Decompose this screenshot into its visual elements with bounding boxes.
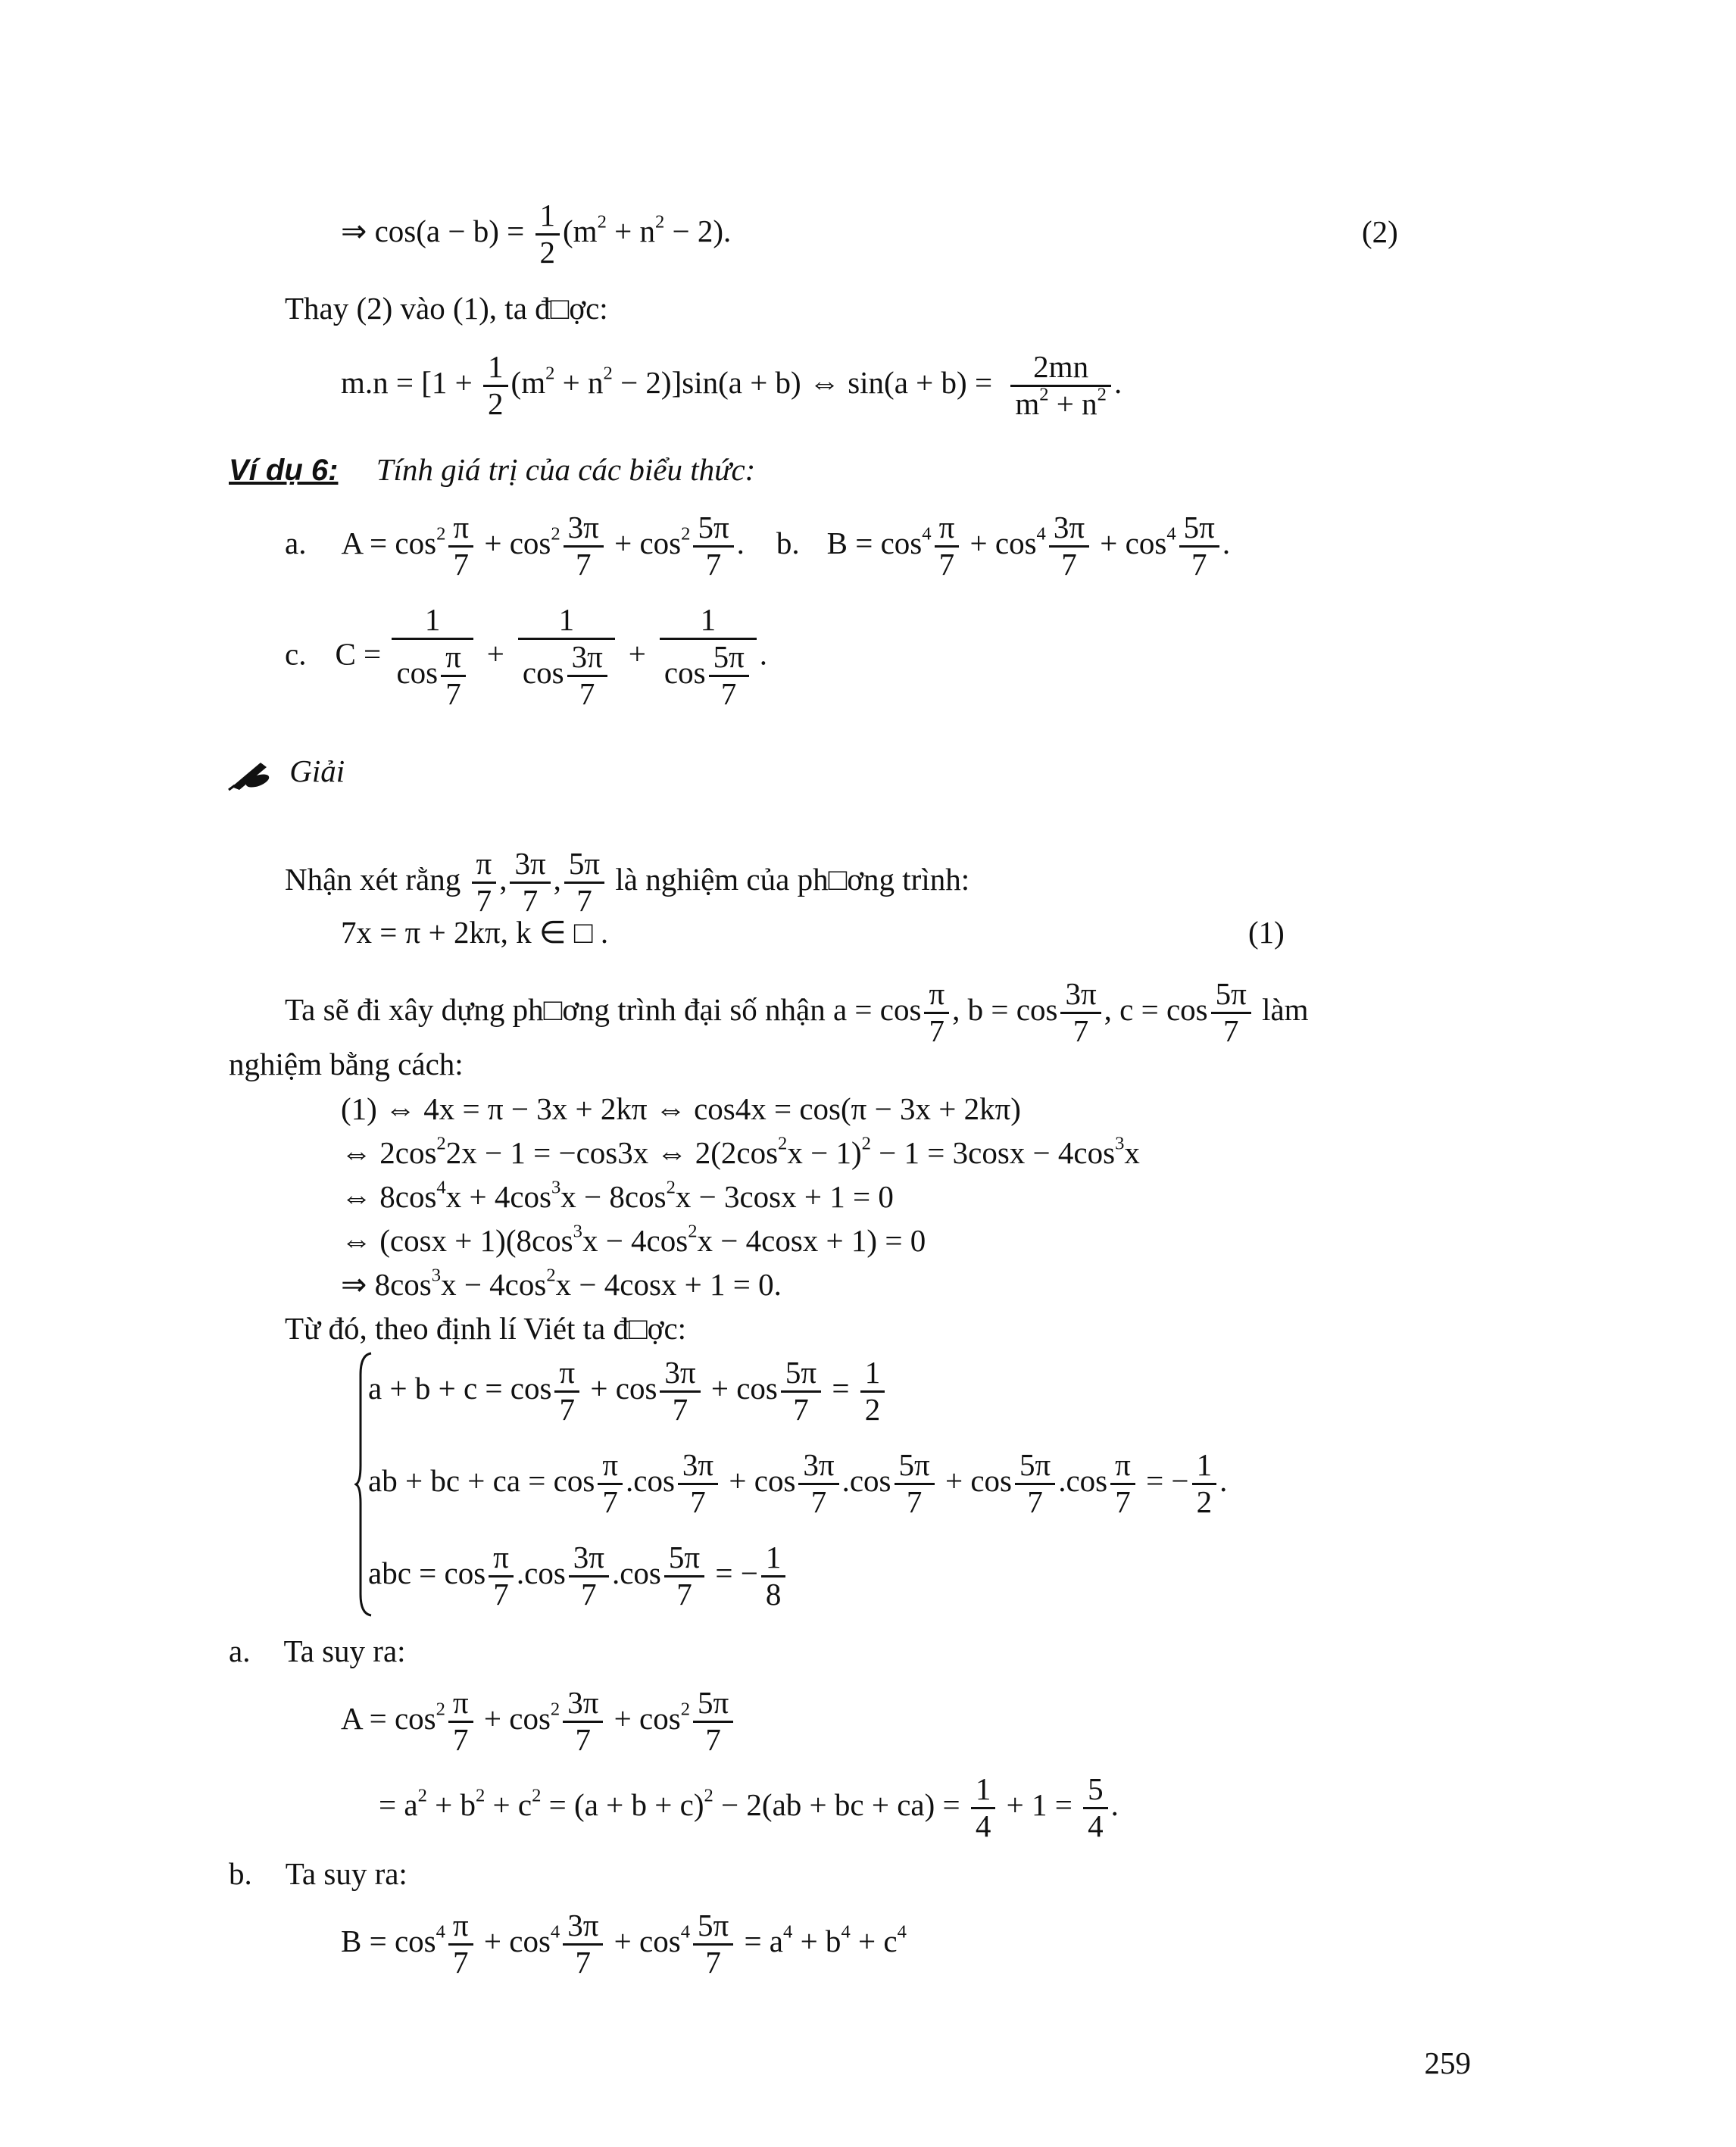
eq-A: $A = \cos^2$ $\frac{\pi}{7}$ + $\cos^2$ $\frac{3\pi}{7}$ + $\cos^2$ $\frac{5\pi}{7}$: [341, 1686, 736, 1758]
eq-step-5: ⇒ $8\cos^3x - 4\cos^2x - 4\cos x + 1 = 0$.: [341, 1265, 782, 1302]
eq-mn: m.n = [1 + $\frac{1}{2}$ $(m^2 + n^2 - 2)]\sin(a + b)$ ⇔ sin(a + b) = $\frac{2mn}{m^2 + n^2}$ .: [341, 349, 1122, 421]
eq-7x: 7x = π + 2kπ, k ∈ □ .: [341, 915, 609, 950]
writing-hand-icon: [227, 758, 276, 791]
text-observation: Nhận xét rằng $\frac{\pi}{7}$ , $\frac{3\pi}{7}$ , $\frac{5\pi}{7}$ là nghiệm của ph□ơng trình:: [285, 846, 970, 918]
problem-a-b: a. $A = \cos^2$ $\frac{\pi}{7}$ + $\cos^2$ $\frac{3\pi}{7}$ + $\cos^2$ $\frac{5\pi}{7}$ . b. $B = \cos^4$ $\frac{\pi}{7}$ + $\cos^4$ $\frac{3\pi}{7}$ + $\cos^4$ $\frac{5\pi}{7}$ .: [285, 510, 1231, 582]
example-label: Ví dụ 6:: [229, 454, 339, 487]
page-number: 259: [1424, 2046, 1471, 2080]
eq-step-1: (1) ⇔ 4x = π − 3x + 2kπ ⇔ cos4x = cos(π − 3x + 2kπ): [341, 1091, 1021, 1126]
eq-step-3: ⇔ $8\cos^4x + 4\cos^3x - 8\cos^2x - 3\cos x + 1 = 0$: [341, 1177, 894, 1214]
system-row-sum: a + b + c = cos $\frac{\pi}{7}$ + cos $\frac{3\pi}{7}$ + cos $\frac{5\pi}{7}$ = $\frac{1}{2}$: [368, 1356, 888, 1428]
example-heading: Ví dụ 6: Tính giá trị của các biểu thức:: [229, 452, 756, 487]
system-row-product: abc = cos $\frac{\pi}{7}$ .cos $\frac{3\pi}{7}$ .cos $\frac{5\pi}{7}$ = − $\frac{1}{8}$: [368, 1540, 788, 1612]
eq-step-4: ⇔ $(\cos x + 1)(8\cos^3x - 4\cos^2x - 4\cos x + 1) = 0$: [341, 1221, 926, 1258]
eq-tag-2: (2): [1362, 214, 1398, 249]
eq-tag-1: (1): [1248, 915, 1285, 950]
problem-c: c. C = 1 cos $\frac{\pi}{7}$ + 1 cos $\frac{3\pi}{7}$ + 1 cos $\frac{5\pi}{7}$ .: [285, 602, 768, 711]
fraction-2mn: $\frac{2mn}{m^2 + n^2}$: [1010, 350, 1111, 422]
part-b-label: b. Ta suy ra:: [229, 1856, 407, 1891]
text-build-equation: Ta sẽ đi xây dựng ph□ơng trình đại số nhận a = cos $\frac{\pi}{7}$ , b = cos $\frac{3\pi}{7}$ , c = cos $\frac{5\pi}{7}$ làm: [285, 976, 1309, 1048]
system-row-pairwise: ab + bc + ca = cos $\frac{\pi}{7}$ .cos $\frac{3\pi}{7}$ + cos $\frac{3\pi}{7}$ .cos $\frac{5\pi}{7}$ + cos $\frac{5\pi}{7}$ .cos $\frac{\pi}{7}$ = − $\frac{1}{2}$ .: [368, 1447, 1228, 1519]
part-a-label: a. Ta suy ra:: [229, 1634, 406, 1668]
solution-heading: Giải: [227, 756, 345, 791]
fraction: $\frac{1}{2}$: [483, 350, 508, 422]
eq-cos-a-minus-b: ⇒ cos(a − b) = $\frac{1}{2}$ $(m^2 + n^2 - 2)$.: [341, 198, 732, 270]
fraction: $\frac{1}{2}$: [535, 198, 560, 270]
eq-step-2: ⇔ $2\cos^22x - 1 = -\cos 3x$ ⇔ $2(2\cos^2x - 1)^2 - 1 = 3\cos x - 4\cos^3x$: [341, 1133, 1140, 1170]
eq-B: $B = \cos^4$ $\frac{\pi}{7}$ + $\cos^4$ $\frac{3\pi}{7}$ + $\cos^4$ $\frac{5\pi}{7}$ = $a^4 + b^4 + c^4$: [341, 1908, 907, 1980]
text-roots: nghiệm bằng cách:: [229, 1047, 464, 1081]
text-substitute: Thay (2) vào (1), ta đ□ợc:: [285, 291, 608, 326]
text-viet: Từ đó, theo định lí Viét ta đ□ợc:: [285, 1311, 687, 1346]
eq-A-result: = $a^2 + b^2 + c^2 = (a + b + c)^2 - 2(ab$ + bc + ca) = $\frac{1}{4}$ + 1 = $\frac{5}{4}$ .: [379, 1771, 1119, 1843]
